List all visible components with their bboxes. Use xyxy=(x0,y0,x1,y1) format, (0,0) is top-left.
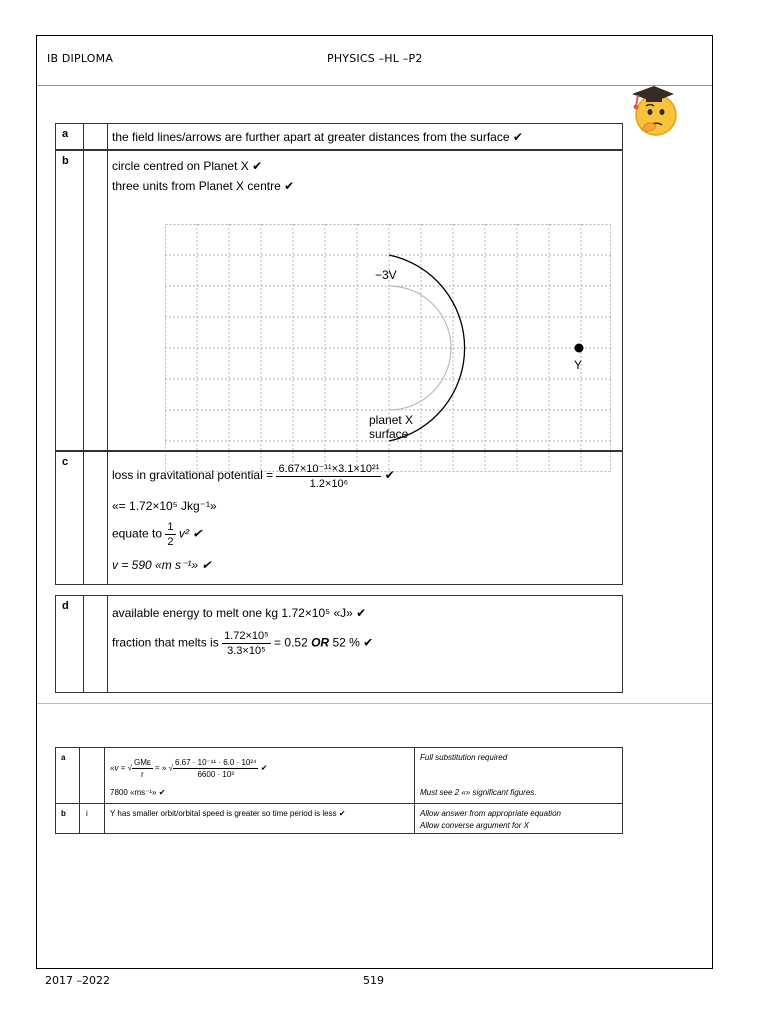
potential-grid-diagram xyxy=(165,224,611,472)
table-row xyxy=(55,150,623,451)
answer-text: circle centred on Planet X ✔ xyxy=(112,159,263,173)
answer-line: available energy to melt one kg 1.72×10⁵ «J» ✔ xyxy=(112,606,367,620)
answer-line: «= 1.72×10⁵ Jkg⁻¹» xyxy=(112,499,217,513)
subpart-label: i xyxy=(86,809,88,818)
markscheme-table-q2 xyxy=(55,747,623,834)
point-y-label: Y xyxy=(574,358,583,372)
point-y xyxy=(575,344,584,353)
examiner-note: Must see 2 «» significant figures. xyxy=(420,788,537,797)
fraction: $\frac{1}{2}$ xyxy=(167,521,174,548)
examiner-note: Allow converse argument for X xyxy=(420,821,529,830)
table-row xyxy=(55,123,623,150)
examiner-note: Full substitution required xyxy=(420,753,508,762)
planet-label: planet X xyxy=(369,413,414,427)
part-label: d xyxy=(62,600,69,612)
answer-line: fraction that melts is $\frac{\text{1.72×10⁵}}{\text{3.3×10⁵}}$ = 0.52 OR 52 % ✔ xyxy=(112,630,374,657)
thinking-face-graduate-icon xyxy=(628,84,680,138)
answer-text: the field lines/arrows are further apart at greater distances from the surface ✔ xyxy=(112,130,523,144)
answer-line: loss in gravitational potential = $\frac{\text{6.67×10⁻¹¹×3.1×10²¹}}{\text{1.2×10⁶}}$ ✔ xyxy=(112,463,395,490)
part-label: a xyxy=(62,128,69,140)
planet-label: surface xyxy=(369,427,409,441)
fraction: $\frac{\text{1.72×10⁵}}{\text{3.3×10⁵}}$ xyxy=(224,630,269,657)
table-row xyxy=(55,451,623,585)
part-label: b xyxy=(61,809,66,818)
footer-years: 2017 –2022 xyxy=(45,974,110,987)
answer-line: equate to $\frac{1}{2}$ v² ✔ xyxy=(112,521,203,548)
part-label: a xyxy=(61,753,66,762)
table-row xyxy=(55,595,623,693)
fraction: $\frac{\text{6.67×10⁻¹¹×3.1×10²¹}}{\text{1.2×10⁶}}$ xyxy=(278,463,380,490)
part-label: b xyxy=(62,155,69,167)
page-number: 519 xyxy=(363,974,384,987)
potential-label: −3V xyxy=(375,268,397,282)
answer-line: «v = √ $\frac{\text{GMᴇ}}{r}$ = » √ $\frac{\text{6.67 · 10⁻¹¹ · 6.0 · 10²⁴}}{\text{6600 · 10³}}$ ✔ xyxy=(110,758,268,779)
header-divider xyxy=(37,85,712,86)
header-title: PHYSICS –HL –P2 xyxy=(327,52,423,65)
header-left: IB DIPLOMA xyxy=(47,52,114,65)
part-label: c xyxy=(62,456,69,468)
section-divider xyxy=(37,703,712,704)
examiner-note: Allow answer from appropriate equation xyxy=(420,809,561,818)
answer-line: 7800 «ms⁻¹» ✔ xyxy=(110,788,166,797)
answer-line: Y has smaller orbit/orbital speed is greater so time period is less ✔ xyxy=(110,809,346,818)
answer-text: three units from Planet X centre ✔ xyxy=(112,179,295,193)
answer-line: v = 590 «m s⁻¹» ✔ xyxy=(112,558,212,572)
